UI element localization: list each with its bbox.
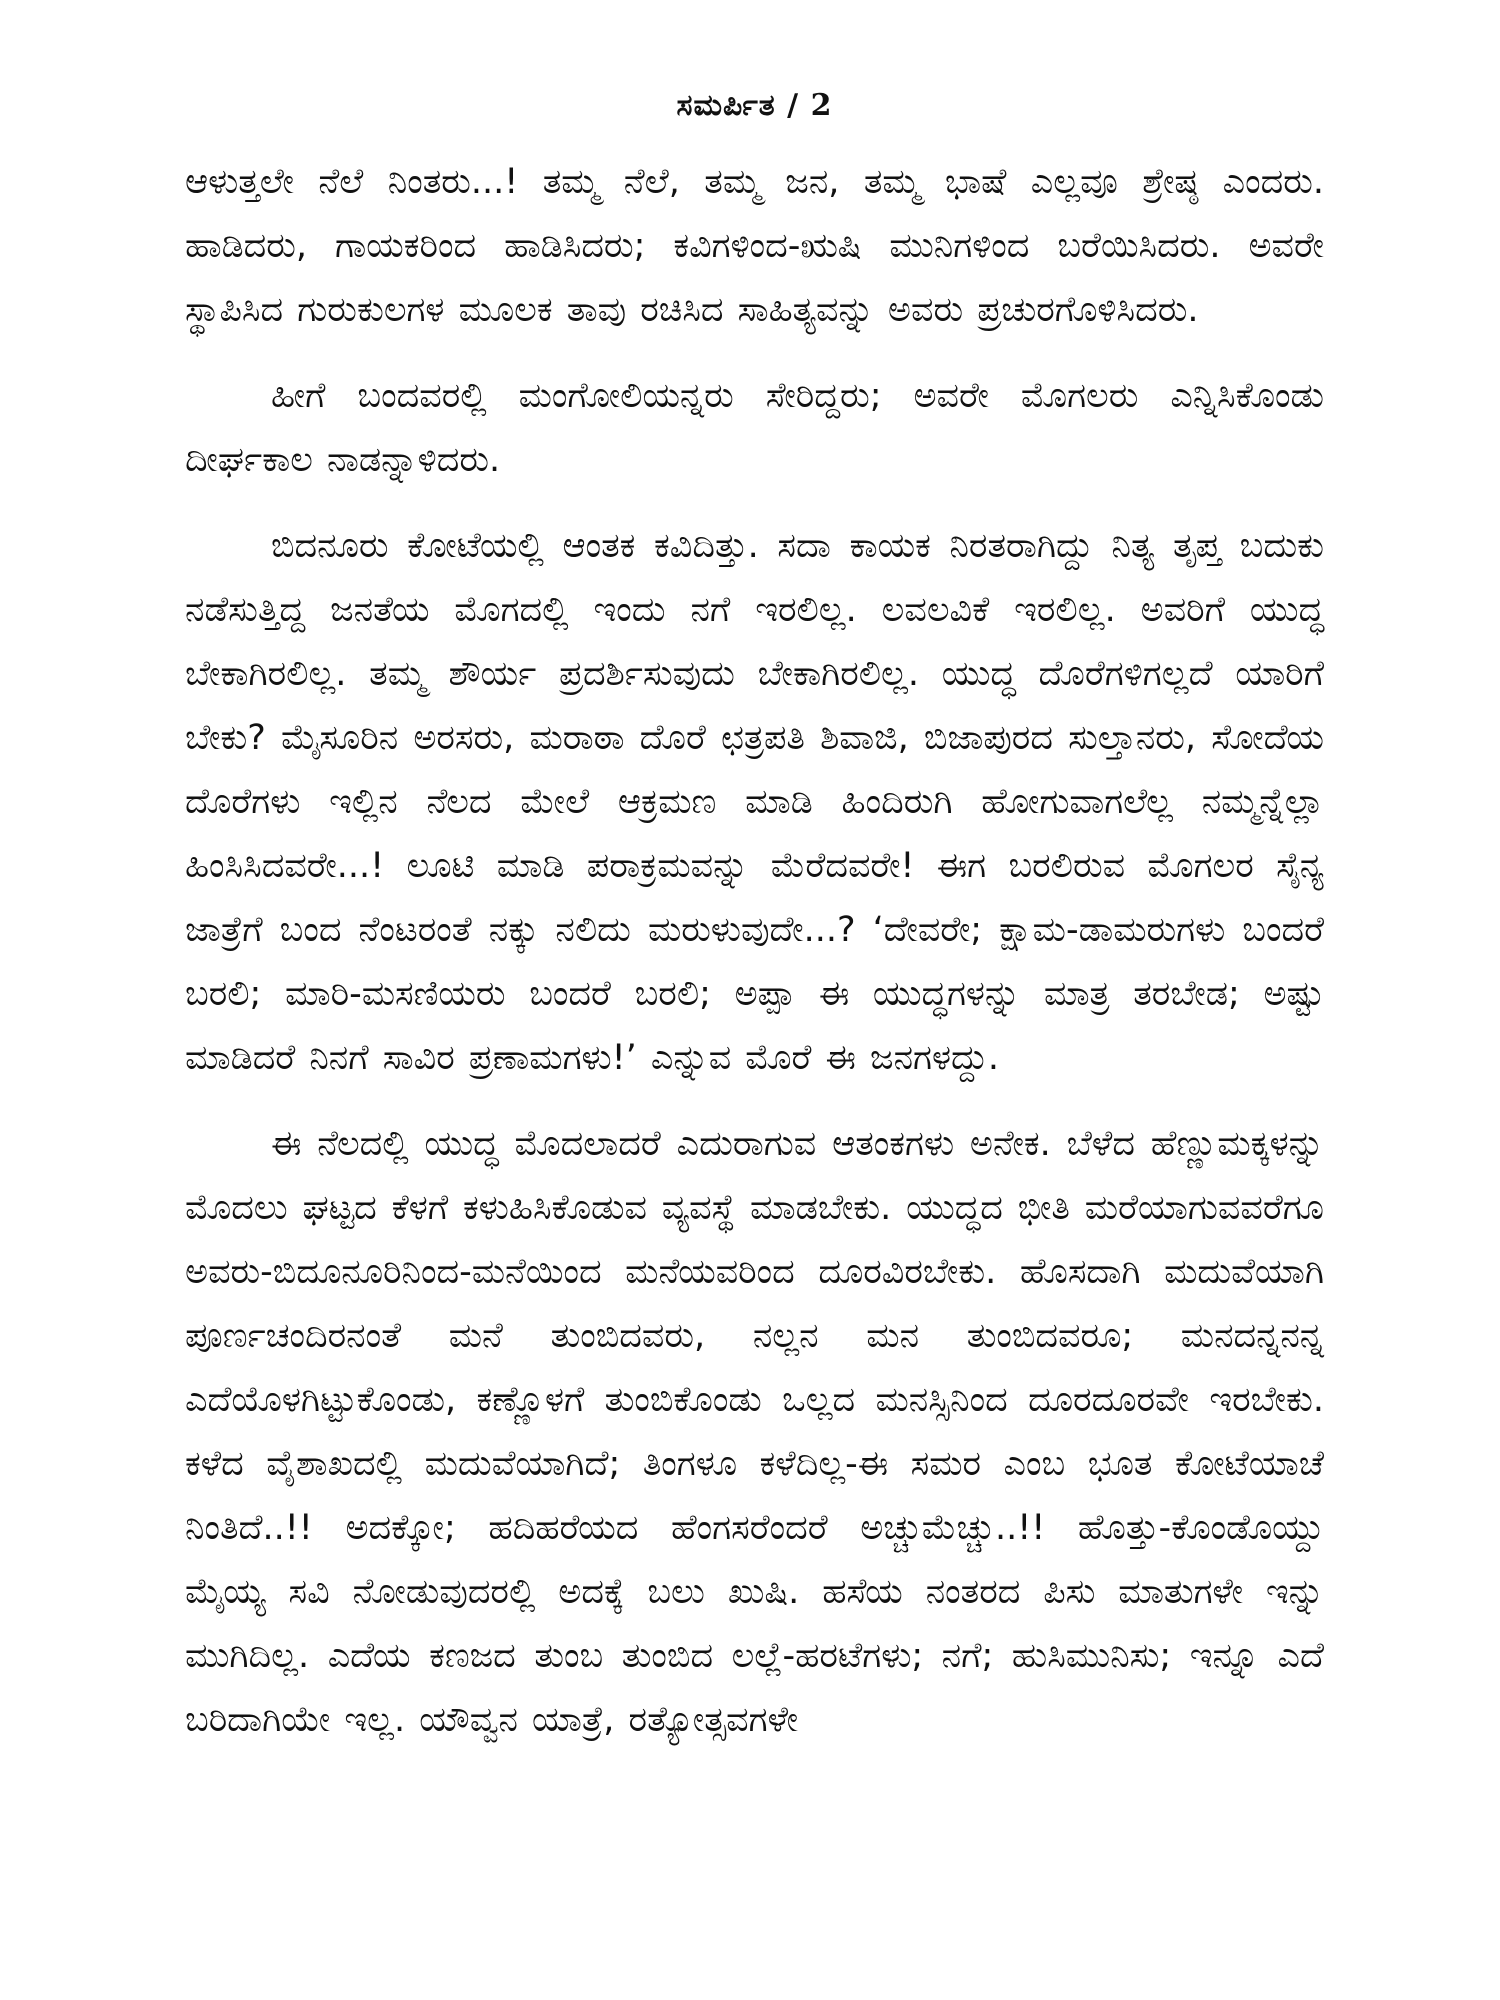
book-title: ಸಮರ್ಪಿತ (676, 88, 776, 123)
paragraph-3: ಬಿದನೂರು ಕೋಟೆಯಲ್ಲಿ ಆಂತಕ ಕವಿದಿತ್ತು. ಸದಾ ಕಾಯಕ ನಿರತರಾಗಿದ್ದು ನಿತ್ಯ ತೃಪ್ತ ಬದುಕು ನಡೆಸುತ್ತಿದ್ದ ಜನತೆಯ ಮೊಗದಲ್ಲಿ ಇಂದು ನಗೆ ಇರಲಿಲ್ಲ. ಲವಲವಿಕೆ ಇರಲಿಲ್ಲ. ಅವರಿಗೆ ಯುದ್ಧ ಬೇಕಾಗಿರಲಿಲ್ಲ. ತಮ್ಮ ಶೌರ್ಯ ಪ್ರದರ್ಶಿಸುವುದು ಬೇಕಾಗಿರಲಿಲ್ಲ. ಯುದ್ಧ ದೊರೆಗಳಿಗಲ್ಲದೆ ಯಾರಿಗೆ ಬೇಕು? ಮೈಸೂರಿನ ಅರಸರು, ಮರಾಠಾ ದೊರೆ ಛತ್ರಪತಿ ಶಿವಾಜಿ, ಬಿಜಾಪುರದ ಸುಲ್ತಾನರು, ಸೋದೆಯ ದೊರೆಗಳು ಇಲ್ಲಿನ ನೆಲದ ಮೇಲೆ ಆಕ್ರಮಣ ಮಾಡಿ ಹಿಂದಿರುಗಿ ಹೋಗುವಾಗಲೆಲ್ಲ ನಮ್ಮನ್ನೆಲ್ಲಾ ಹಿಂಸಿಸಿದವರೇ...! ಲೂಟಿ ಮಾಡಿ ಪರಾಕ್ರಮವನ್ನು ಮೆರೆದವರೇ! ಈಗ ಬರಲಿರುವ ಮೊಗಲರ ಸೈನ್ಯ ಜಾತ್ರೆಗೆ ಬಂದ ನೆಂಟರಂತೆ ನಕ್ಕು ನಲಿದು ಮರುಳುವುದೇ...? ‘ದೇವರೇ; ಕ್ಷಾಮ-ಡಾಮರುಗಳು ಬಂದರೆ ಬರಲಿ; ಮಾರಿ-ಮಸಣಿಯರು ಬಂದರೆ ಬರಲಿ; ಅಪ್ಪಾ ಈ ಯುದ್ಧಗಳನ್ನು ಮಾತ್ರ ತರಬೇಡ; ಅಷ್ಟು ಮಾಡಿದರೆ ನಿನಗೆ ಸಾವಿರ ಪ್ರಣಾಮಗಳು!’ ಎನ್ನುವ ಮೊರೆ ಈ ಜನಗಳದ್ದು. (185, 526, 1324, 1078)
paragraph-2: ಹೀಗೆ ಬಂದವರಲ್ಲಿ ಮಂಗೋಲಿಯನ್ನರು ಸೇರಿದ್ದರು; ಅವರೇ ಮೊಗಲರು ಎನ್ನಿಸಿಕೊಂಡು ದೀರ್ಘಕಾಲ ನಾಡನ್ನಾಳಿದರು. (185, 376, 1324, 480)
header-separator: / (787, 88, 800, 123)
page-number: 2 (810, 88, 833, 123)
paragraph-4: ಈ ನೆಲದಲ್ಲಿ ಯುದ್ಧ ಮೊದಲಾದರೆ ಎದುರಾಗುವ ಆತಂಕಗಳು ಅನೇಕ. ಬೆಳೆದ ಹೆಣ್ಣುಮಕ್ಕಳನ್ನು ಮೊದಲು ಘಟ್ಟದ ಕೆಳಗೆ ಕಳುಹಿಸಿಕೊಡುವ ವ್ಯವಸ್ಥೆ ಮಾಡಬೇಕು. ಯುದ್ಧದ ಭೀತಿ ಮರೆಯಾಗುವವರೆಗೂ ಅವರು-ಬಿದೂನೂರಿನಿಂದ-ಮನೆಯಿಂದ ಮನೆಯವರಿಂದ ದೂರವಿರಬೇಕು. ಹೊಸದಾಗಿ ಮದುವೆಯಾಗಿ ಪೂರ್ಣಚಂದಿರನಂತೆ ಮನೆ ತುಂಬಿದವರು, ನಲ್ಲನ ಮನ ತುಂಬಿದವರೂ; ಮನದನ್ನನನ್ನ ಎದೆಯೊಳಗಿಟ್ಟುಕೊಂಡು, ಕಣ್ಣೊಳಗೆ ತುಂಬಿಕೊಂಡು ಒಲ್ಲದ ಮನಸ್ಸಿನಿಂದ ದೂರದೂರವೇ ಇರಬೇಕು. ಕಳೆದ ವೈಶಾಖದಲ್ಲಿ ಮದುವೆಯಾಗಿದೆ; ತಿಂಗಳೂ ಕಳೆದಿಲ್ಲ-ಈ ಸಮರ ಎಂಬ ಭೂತ ಕೋಟೆಯಾಚೆ ನಿಂತಿದೆ..!! ಅದಕ್ಕೋ; ಹದಿಹರೆಯದ ಹೆಂಗಸರೆಂದರೆ ಅಚ್ಚುಮೆಚ್ಚು..!! ಹೊತ್ತು-ಕೊಂಡೊಯ್ದು ಮೈಯ್ಯ ಸವಿ ನೋಡುವುದರಲ್ಲಿ ಅದಕ್ಕೆ ಬಲು ಖುಷಿ. ಹಸೆಯ ನಂತರದ ಪಿಸು ಮಾತುಗಳೇ ಇನ್ನು ಮುಗಿದಿಲ್ಲ. ಎದೆಯ ಕಣಜದ ತುಂಬ ತುಂಬಿದ ಲಲ್ಲೆ-ಹರಟೆಗಳು; ನಗೆ; ಹುಸಿಮುನಿಸು; ಇನ್ನೂ ಎದೆ ಬರಿದಾಗಿಯೇ ಇಲ್ಲ. ಯೌವ್ವನ ಯಾತ್ರೆ, ರತ್ಯೋತ್ಸವಗಳೇ (185, 1124, 1324, 1740)
paragraph-1: ಆಳುತ್ತಲೇ ನೆಲೆ ನಿಂತರು...! ತಮ್ಮ ನೆಲೆ, ತಮ್ಮ ಜನ, ತಮ್ಮ ಭಾಷೆ ಎಲ್ಲವೂ ಶ್ರೇಷ್ಠ ಎಂದರು. ಹಾಡಿದರು, ಗಾಯಕರಿಂದ ಹಾಡಿಸಿದರು; ಕವಿಗಳಿಂದ-ಋಷಿ ಮುನಿಗಳಿಂದ ಬರೆಯಿಸಿದರು. ಅವರೇ ಸ್ಥಾಪಿಸಿದ ಗುರುಕುಲಗಳ ಮೂಲಕ ತಾವು ರಚಿಸಿದ ಸಾಹಿತ್ಯವನ್ನು ಅವರು ಪ್ರಚುರಗೊಳಿಸಿದರು. (185, 162, 1324, 330)
running-header (185, 88, 1324, 124)
